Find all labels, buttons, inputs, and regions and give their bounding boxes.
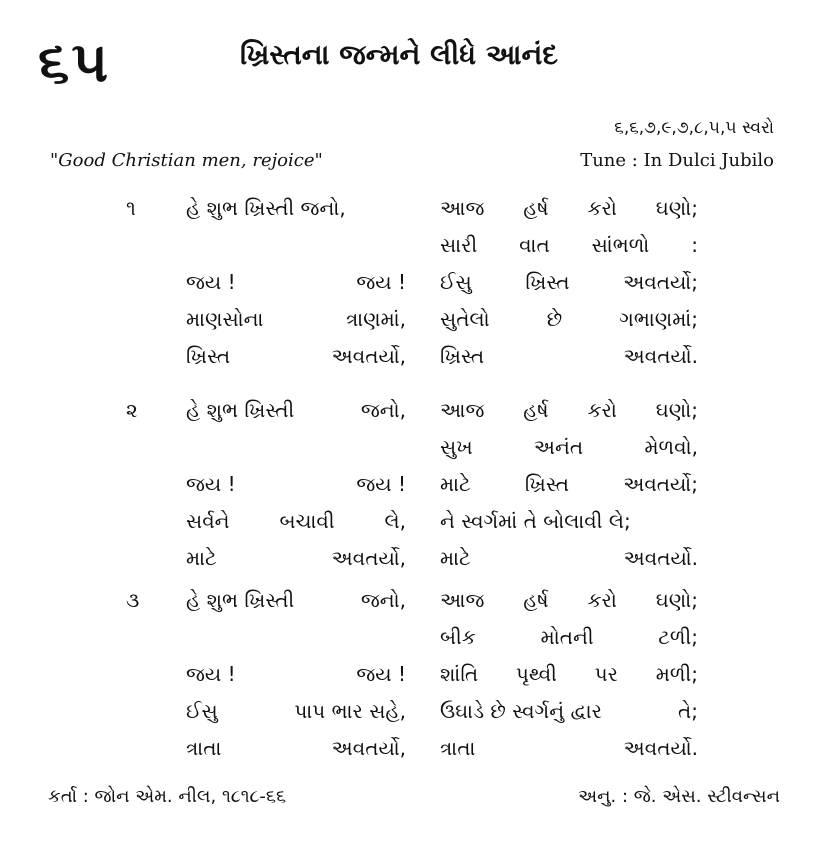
verse-word: જય ! xyxy=(356,270,406,294)
verse-word: માટે xyxy=(440,546,471,570)
verse-word: ઈસુ xyxy=(186,699,218,723)
verse-word: અવતર્યો, xyxy=(331,344,406,368)
verse-word: અવતર્યો, xyxy=(331,546,406,570)
verse-line-right xyxy=(440,736,698,760)
verse-word: ઘણો; xyxy=(655,196,698,220)
verse-word: અવતર્યો. xyxy=(623,546,698,570)
verse-word: પૃથ્વી xyxy=(515,662,557,686)
verse-line-right xyxy=(440,435,698,459)
verse-word: ઉઘાડે છે સ્વર્ગનું દ્વાર xyxy=(440,699,602,723)
verse-word: બચાવી xyxy=(279,509,335,533)
verse-word: હર્ષ xyxy=(523,398,549,422)
verse-word: ખ્રિસ્ત xyxy=(524,472,570,496)
verse-word: પર xyxy=(594,662,618,686)
verse-word: આજ xyxy=(440,398,485,422)
meter-text: ૬,૬,૭,૯,૭,૮,૫,૫ સ્વરો xyxy=(614,118,774,138)
stanza-number: ૧ xyxy=(126,196,136,220)
verse-line-right xyxy=(440,588,698,612)
verse-line-right xyxy=(440,270,698,294)
verse-word: હે શુભ ખ્રિસ્તી xyxy=(186,398,295,422)
verse-word: તે; xyxy=(678,699,698,723)
verse-line-left xyxy=(186,662,406,686)
verse-word: ઈસુ xyxy=(440,270,472,294)
hymn-number: ૬૫ xyxy=(38,30,111,95)
verse-line-left xyxy=(186,307,406,331)
verse-line-left xyxy=(186,736,406,760)
verse-word: અવતર્યો. xyxy=(623,736,698,760)
verse-word: માટે xyxy=(186,546,217,570)
verse-word: અવતર્યો; xyxy=(623,270,698,294)
verse-line-left xyxy=(186,344,406,368)
verse-word: સાંભળો xyxy=(591,233,650,257)
verse-line-right xyxy=(440,699,698,723)
verse-line-left xyxy=(186,509,406,533)
verse-word: અવતર્યો, xyxy=(331,736,406,760)
verse-word: શાંતિ xyxy=(440,662,479,686)
verse-word: આજ xyxy=(440,588,485,612)
verse-word: મળી; xyxy=(655,662,698,686)
verse-word: ત્રાતા xyxy=(186,736,222,760)
verse-word: સારી xyxy=(440,233,478,257)
english-title: "Good Christian men, rejoice" xyxy=(50,150,323,171)
stanza-number: ૩ xyxy=(126,588,140,612)
verse-word: ઘણો; xyxy=(655,398,698,422)
verse-word: જનો, xyxy=(360,398,406,422)
verse-line-right xyxy=(440,344,698,368)
verse-word: હે શુભ ખ્રિસ્તી જનો, xyxy=(186,196,346,220)
verse-word: જનો, xyxy=(360,588,406,612)
verse-word: સુતેલો xyxy=(440,307,490,331)
verse-line-right xyxy=(440,233,698,257)
verse-word: ત્રાણમાં, xyxy=(345,307,406,331)
verse-line-right xyxy=(440,472,698,496)
verse-word: જય ! xyxy=(356,662,406,686)
verse-word: જય ! xyxy=(186,662,236,686)
verse-word: વાત xyxy=(519,233,550,257)
verse-word: કરો xyxy=(587,398,617,422)
verse-word: હે શુભ ખ્રિસ્તી xyxy=(186,588,295,612)
verse-line-right xyxy=(440,546,698,570)
verse-word: અવતર્યો; xyxy=(623,472,698,496)
verse-line-left xyxy=(186,546,406,570)
verse-word: કરો xyxy=(587,196,617,220)
verse-line-left xyxy=(186,196,406,220)
verse-word: મોતની xyxy=(540,625,594,649)
verse-line-left xyxy=(186,472,406,496)
verse-word: માટે xyxy=(440,472,471,496)
author-credit: કર્તા : જોન એમ. નીલ, ૧૮૧૮-૬૬ xyxy=(48,786,287,807)
verse-word: છે xyxy=(546,307,563,331)
verse-word: હર્ષ xyxy=(523,588,549,612)
verse-word: જય ! xyxy=(186,472,236,496)
stanza-number: ૨ xyxy=(126,398,138,422)
verse-word: બીક xyxy=(440,625,476,649)
verse-word: કરો xyxy=(587,588,617,612)
verse-word: ત્રાતા xyxy=(440,736,476,760)
verse-word: ગભાણમાં; xyxy=(619,307,698,331)
verse-word: : xyxy=(691,233,698,257)
verse-line-right xyxy=(440,625,698,649)
verse-line-right xyxy=(440,196,698,220)
verse-word: ને સ્વર્ગમાં તે બોલાવી લે; xyxy=(440,509,631,533)
verse-word: માણસોના xyxy=(186,307,264,331)
verse-word: ખ્રિસ્ત xyxy=(440,344,485,368)
verse-line-right xyxy=(440,662,698,686)
verse-word: હર્ષ xyxy=(523,196,549,220)
verse-word: સર્વને xyxy=(186,509,230,533)
verse-word: ખ્રિસ્ત xyxy=(186,344,231,368)
verse-word: અનંત xyxy=(533,435,584,459)
verse-word: ઘણો; xyxy=(655,588,698,612)
tune-name: Tune : In Dulci Jubilo xyxy=(580,150,774,171)
verse-word: આજ xyxy=(440,196,485,220)
translator-credit: અનુ. : જે. એસ. સ્ટીવન્સન xyxy=(578,786,780,807)
verse-word: સુખ xyxy=(440,435,473,459)
verse-line-left xyxy=(186,588,406,612)
verse-word: ખ્રિસ્ત xyxy=(525,270,570,294)
verse-word: મેળવો, xyxy=(644,435,698,459)
verse-word: પાપ ભાર સહે, xyxy=(294,699,406,723)
verse-word: જય ! xyxy=(186,270,236,294)
verse-word: જય ! xyxy=(356,472,406,496)
hymn-title: ખ્રિસ્તના જન્મને લીધે આનંદ xyxy=(240,38,558,71)
verse-line-right xyxy=(440,509,698,533)
verse-word: અવતર્યો. xyxy=(623,344,698,368)
verse-line-right xyxy=(440,307,698,331)
verse-line-right xyxy=(440,398,698,422)
verse-line-left xyxy=(186,398,406,422)
verse-line-left xyxy=(186,270,406,294)
verse-word: ટળી; xyxy=(658,625,698,649)
verse-word: લે, xyxy=(384,509,406,533)
verse-line-left xyxy=(186,699,406,723)
